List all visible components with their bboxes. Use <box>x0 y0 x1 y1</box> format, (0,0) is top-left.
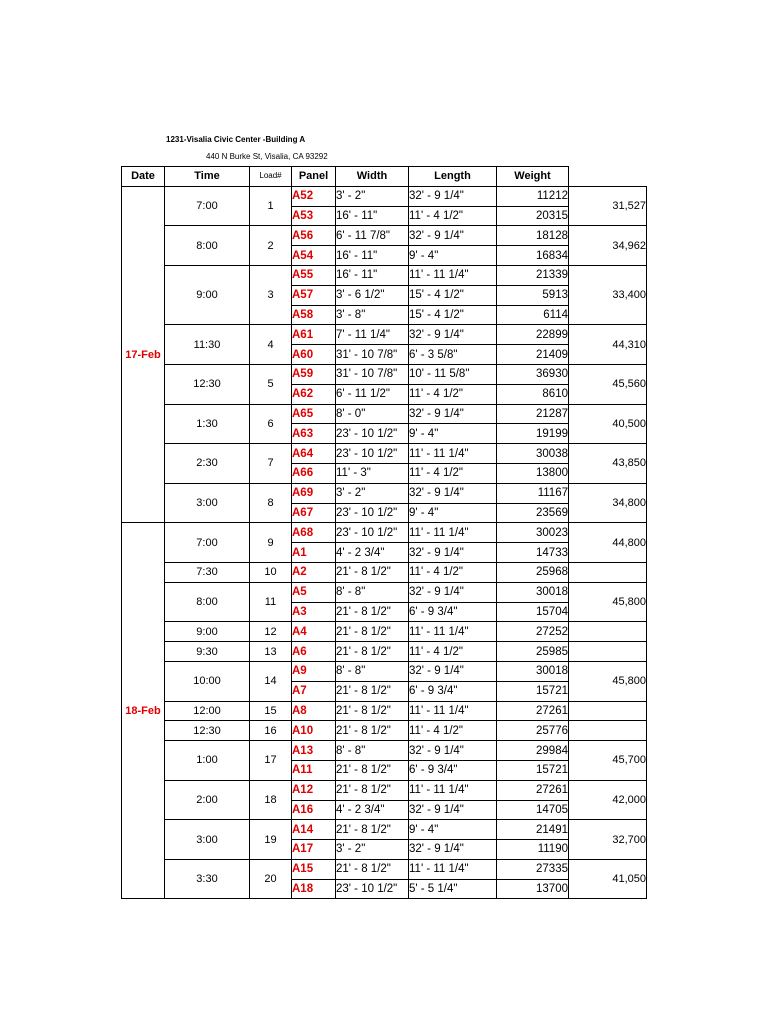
load-number-cell: 14 <box>250 661 292 701</box>
weight-cell: 5913 <box>497 285 569 305</box>
time-cell: 1:30 <box>165 404 250 444</box>
load-total-cell <box>569 701 647 721</box>
time-cell: 9:00 <box>165 265 250 324</box>
panel-id-cell: A8 <box>292 701 336 721</box>
length-cell: 11' - 4 1/2" <box>409 642 497 662</box>
panel-id-cell: A67 <box>292 503 336 523</box>
load-total-cell: 31,527 <box>569 186 647 226</box>
load-number-cell: 9 <box>250 523 292 563</box>
weight-cell: 30018 <box>497 582 569 602</box>
length-cell: 9' - 4" <box>409 503 497 523</box>
table-row <box>122 186 647 206</box>
load-total-cell: 44,310 <box>569 325 647 365</box>
weight-cell: 16834 <box>497 246 569 266</box>
table-row <box>122 661 647 681</box>
width-cell: 21' - 8 1/2" <box>336 859 409 879</box>
panel-id-cell: A66 <box>292 463 336 483</box>
panel-id-cell: A65 <box>292 404 336 424</box>
length-cell: 10' - 11 5/8" <box>409 364 497 384</box>
length-cell: 11' - 4 1/2" <box>409 562 497 582</box>
header-width: Width <box>336 167 409 187</box>
load-total-cell: 45,800 <box>569 661 647 701</box>
width-cell: 11' - 3" <box>336 463 409 483</box>
time-cell: 3:00 <box>165 483 250 523</box>
panel-id-cell: A17 <box>292 840 336 860</box>
weight-cell: 13800 <box>497 463 569 483</box>
header-row <box>122 167 647 187</box>
length-cell: 32' - 9 1/4" <box>409 840 497 860</box>
table-row <box>122 780 647 800</box>
load-number-cell: 12 <box>250 622 292 642</box>
header-weight: Weight <box>497 167 569 187</box>
weight-cell: 20315 <box>497 206 569 226</box>
length-cell: 11' - 11 1/4" <box>409 780 497 800</box>
panel-id-cell: A58 <box>292 305 336 325</box>
header-panel: Panel <box>292 167 336 187</box>
panel-id-cell: A60 <box>292 345 336 365</box>
width-cell: 21' - 8 1/2" <box>336 622 409 642</box>
load-total-cell: 44,800 <box>569 523 647 563</box>
header-time: Time <box>165 167 250 187</box>
width-cell: 3' - 2" <box>336 186 409 206</box>
length-cell: 11' - 11 1/4" <box>409 622 497 642</box>
weight-cell: 27261 <box>497 780 569 800</box>
table-row <box>122 523 647 543</box>
panel-id-cell: A15 <box>292 859 336 879</box>
load-number-cell: 16 <box>250 721 292 741</box>
load-number-cell: 7 <box>250 444 292 484</box>
length-cell: 32' - 9 1/4" <box>409 404 497 424</box>
panel-id-cell: A7 <box>292 681 336 701</box>
panel-id-cell: A6 <box>292 642 336 662</box>
time-cell: 1:00 <box>165 741 250 781</box>
length-cell: 32' - 9 1/4" <box>409 800 497 820</box>
width-cell: 21' - 8 1/2" <box>336 602 409 622</box>
length-cell: 32' - 9 1/4" <box>409 483 497 503</box>
time-cell: 9:00 <box>165 622 250 642</box>
weight-cell: 15721 <box>497 760 569 780</box>
weight-cell: 29984 <box>497 741 569 761</box>
panel-id-cell: A52 <box>292 186 336 206</box>
time-cell: 2:30 <box>165 444 250 484</box>
load-number-cell: 18 <box>250 780 292 820</box>
length-cell: 11' - 4 1/2" <box>409 206 497 226</box>
time-cell: 3:00 <box>165 820 250 860</box>
header-spacer <box>569 167 647 187</box>
length-cell: 6' - 3 5/8" <box>409 345 497 365</box>
load-number-cell: 13 <box>250 642 292 662</box>
panel-id-cell: A16 <box>292 800 336 820</box>
length-cell: 11' - 11 1/4" <box>409 859 497 879</box>
weight-cell: 23569 <box>497 503 569 523</box>
sheet-address: 440 N Burke St, Visalia, CA 93292 <box>206 152 328 161</box>
panel-id-cell: A9 <box>292 661 336 681</box>
time-cell: 11:30 <box>165 325 250 365</box>
width-cell: 23' - 10 1/2" <box>336 523 409 543</box>
length-cell: 32' - 9 1/4" <box>409 325 497 345</box>
width-cell: 23' - 10 1/2" <box>336 444 409 464</box>
weight-cell: 19199 <box>497 424 569 444</box>
length-cell: 11' - 4 1/2" <box>409 463 497 483</box>
table-row <box>122 721 647 741</box>
width-cell: 21' - 8 1/2" <box>336 642 409 662</box>
weight-cell: 11167 <box>497 483 569 503</box>
panel-id-cell: A59 <box>292 364 336 384</box>
header-length: Length <box>409 167 497 187</box>
date-cell: 18-Feb <box>122 523 165 899</box>
panel-id-cell: A69 <box>292 483 336 503</box>
load-total-cell <box>569 642 647 662</box>
table-row <box>122 859 647 879</box>
weight-cell: 11190 <box>497 840 569 860</box>
width-cell: 3' - 8" <box>336 305 409 325</box>
load-total-cell: 45,560 <box>569 364 647 404</box>
length-cell: 32' - 9 1/4" <box>409 226 497 246</box>
panel-id-cell: A13 <box>292 741 336 761</box>
load-number-cell: 8 <box>250 483 292 523</box>
length-cell: 32' - 9 1/4" <box>409 661 497 681</box>
length-cell: 11' - 11 1/4" <box>409 701 497 721</box>
weight-cell: 21339 <box>497 265 569 285</box>
width-cell: 21' - 8 1/2" <box>336 820 409 840</box>
length-cell: 6' - 9 3/4" <box>409 602 497 622</box>
weight-cell: 11212 <box>497 186 569 206</box>
weight-cell: 8610 <box>497 384 569 404</box>
time-cell: 12:30 <box>165 364 250 404</box>
length-cell: 32' - 9 1/4" <box>409 543 497 563</box>
schedule-body <box>122 186 647 899</box>
panel-id-cell: A5 <box>292 582 336 602</box>
table-row <box>122 364 647 384</box>
weight-cell: 15721 <box>497 681 569 701</box>
width-cell: 4' - 2 3/4" <box>336 543 409 563</box>
load-number-cell: 10 <box>250 562 292 582</box>
table-row <box>122 741 647 761</box>
width-cell: 23' - 10 1/2" <box>336 503 409 523</box>
width-cell: 31' - 10 7/8" <box>336 345 409 365</box>
length-cell: 9' - 4" <box>409 820 497 840</box>
weight-cell: 15704 <box>497 602 569 622</box>
width-cell: 21' - 8 1/2" <box>336 701 409 721</box>
width-cell: 3' - 6 1/2" <box>336 285 409 305</box>
width-cell: 31' - 10 7/8" <box>336 364 409 384</box>
weight-cell: 22899 <box>497 325 569 345</box>
load-total-cell <box>569 562 647 582</box>
table-row <box>122 820 647 840</box>
table-row <box>122 642 647 662</box>
time-cell: 2:00 <box>165 780 250 820</box>
table-row <box>122 483 647 503</box>
width-cell: 3' - 2" <box>336 840 409 860</box>
panel-id-cell: A18 <box>292 879 336 899</box>
load-total-cell: 41,050 <box>569 859 647 899</box>
weight-cell: 27335 <box>497 859 569 879</box>
width-cell: 4' - 2 3/4" <box>336 800 409 820</box>
panel-id-cell: A11 <box>292 760 336 780</box>
load-total-cell: 33,400 <box>569 265 647 324</box>
weight-cell: 36930 <box>497 364 569 384</box>
load-total-cell: 43,850 <box>569 444 647 484</box>
load-total-cell: 34,800 <box>569 483 647 523</box>
table-row <box>122 325 647 345</box>
time-cell: 8:00 <box>165 226 250 266</box>
panel-id-cell: A62 <box>292 384 336 404</box>
time-cell: 3:30 <box>165 859 250 899</box>
weight-cell: 14733 <box>497 543 569 563</box>
length-cell: 9' - 4" <box>409 246 497 266</box>
table-row <box>122 265 647 285</box>
time-cell: 12:00 <box>165 701 250 721</box>
load-number-cell: 3 <box>250 265 292 324</box>
panel-id-cell: A10 <box>292 721 336 741</box>
load-number-cell: 4 <box>250 325 292 365</box>
width-cell: 8' - 8" <box>336 582 409 602</box>
panel-id-cell: A53 <box>292 206 336 226</box>
length-cell: 11' - 11 1/4" <box>409 523 497 543</box>
weight-cell: 6114 <box>497 305 569 325</box>
weight-cell: 25968 <box>497 562 569 582</box>
width-cell: 6' - 11 7/8" <box>336 226 409 246</box>
load-number-cell: 15 <box>250 701 292 721</box>
load-total-cell: 45,700 <box>569 741 647 781</box>
weight-cell: 21491 <box>497 820 569 840</box>
width-cell: 8' - 8" <box>336 661 409 681</box>
load-total-cell: 42,000 <box>569 780 647 820</box>
width-cell: 6' - 11 1/2" <box>336 384 409 404</box>
load-number-cell: 6 <box>250 404 292 444</box>
time-cell: 7:00 <box>165 523 250 563</box>
width-cell: 7' - 11 1/4" <box>336 325 409 345</box>
table-row <box>122 701 647 721</box>
width-cell: 21' - 8 1/2" <box>336 721 409 741</box>
weight-cell: 25985 <box>497 642 569 662</box>
time-cell: 8:00 <box>165 582 250 622</box>
weight-cell: 25776 <box>497 721 569 741</box>
width-cell: 23' - 10 1/2" <box>336 424 409 444</box>
width-cell: 8' - 0" <box>336 404 409 424</box>
length-cell: 5' - 5 1/4" <box>409 879 497 899</box>
width-cell: 21' - 8 1/2" <box>336 780 409 800</box>
length-cell: 11' - 11 1/4" <box>409 265 497 285</box>
panel-id-cell: A56 <box>292 226 336 246</box>
width-cell: 21' - 8 1/2" <box>336 760 409 780</box>
weight-cell: 27261 <box>497 701 569 721</box>
length-cell: 6' - 9 3/4" <box>409 760 497 780</box>
weight-cell: 21409 <box>497 345 569 365</box>
panel-id-cell: A68 <box>292 523 336 543</box>
load-number-cell: 11 <box>250 582 292 622</box>
time-cell: 10:00 <box>165 661 250 701</box>
panel-id-cell: A12 <box>292 780 336 800</box>
panel-id-cell: A2 <box>292 562 336 582</box>
load-total-cell: 45,800 <box>569 582 647 622</box>
width-cell: 16' - 11" <box>336 265 409 285</box>
weight-cell: 18128 <box>497 226 569 246</box>
width-cell: 3' - 2" <box>336 483 409 503</box>
sheet-title: 1231-Visalia Civic Center -Building A <box>166 135 306 144</box>
load-number-cell: 2 <box>250 226 292 266</box>
load-number-cell: 20 <box>250 859 292 899</box>
panel-id-cell: A4 <box>292 622 336 642</box>
load-total-cell: 34,962 <box>569 226 647 266</box>
length-cell: 11' - 4 1/2" <box>409 384 497 404</box>
weight-cell: 27252 <box>497 622 569 642</box>
width-cell: 8' - 8" <box>336 741 409 761</box>
weight-cell: 14705 <box>497 800 569 820</box>
date-cell: 17-Feb <box>122 186 165 523</box>
width-cell: 21' - 8 1/2" <box>336 681 409 701</box>
table-row <box>122 444 647 464</box>
load-total-cell <box>569 721 647 741</box>
weight-cell: 21287 <box>497 404 569 424</box>
table-row <box>122 562 647 582</box>
time-cell: 7:00 <box>165 186 250 226</box>
length-cell: 32' - 9 1/4" <box>409 582 497 602</box>
width-cell: 21' - 8 1/2" <box>336 562 409 582</box>
time-cell: 9:30 <box>165 642 250 662</box>
load-total-cell <box>569 622 647 642</box>
length-cell: 32' - 9 1/4" <box>409 741 497 761</box>
delivery-schedule-table <box>121 166 647 899</box>
panel-id-cell: A14 <box>292 820 336 840</box>
header-date: Date <box>122 167 165 187</box>
weight-cell: 30023 <box>497 523 569 543</box>
panel-id-cell: A61 <box>292 325 336 345</box>
panel-id-cell: A1 <box>292 543 336 563</box>
length-cell: 6' - 9 3/4" <box>409 681 497 701</box>
header-load: Load# <box>250 167 292 187</box>
width-cell: 16' - 11" <box>336 246 409 266</box>
panel-id-cell: A3 <box>292 602 336 622</box>
panel-id-cell: A54 <box>292 246 336 266</box>
weight-cell: 30018 <box>497 661 569 681</box>
length-cell: 11' - 11 1/4" <box>409 444 497 464</box>
load-number-cell: 5 <box>250 364 292 404</box>
weight-cell: 30038 <box>497 444 569 464</box>
length-cell: 15' - 4 1/2" <box>409 285 497 305</box>
time-cell: 7:30 <box>165 562 250 582</box>
load-number-cell: 1 <box>250 186 292 226</box>
width-cell: 23' - 10 1/2" <box>336 879 409 899</box>
length-cell: 9' - 4" <box>409 424 497 444</box>
load-number-cell: 19 <box>250 820 292 860</box>
width-cell: 16' - 11" <box>336 206 409 226</box>
panel-id-cell: A57 <box>292 285 336 305</box>
time-cell: 12:30 <box>165 721 250 741</box>
table-row <box>122 226 647 246</box>
load-total-cell: 32,700 <box>569 820 647 860</box>
table-row <box>122 622 647 642</box>
panel-id-cell: A55 <box>292 265 336 285</box>
load-total-cell: 40,500 <box>569 404 647 444</box>
load-number-cell: 17 <box>250 741 292 781</box>
length-cell: 11' - 4 1/2" <box>409 721 497 741</box>
weight-cell: 13700 <box>497 879 569 899</box>
length-cell: 32' - 9 1/4" <box>409 186 497 206</box>
panel-id-cell: A64 <box>292 444 336 464</box>
panel-id-cell: A63 <box>292 424 336 444</box>
table-row <box>122 582 647 602</box>
table-row <box>122 404 647 424</box>
length-cell: 15' - 4 1/2" <box>409 305 497 325</box>
